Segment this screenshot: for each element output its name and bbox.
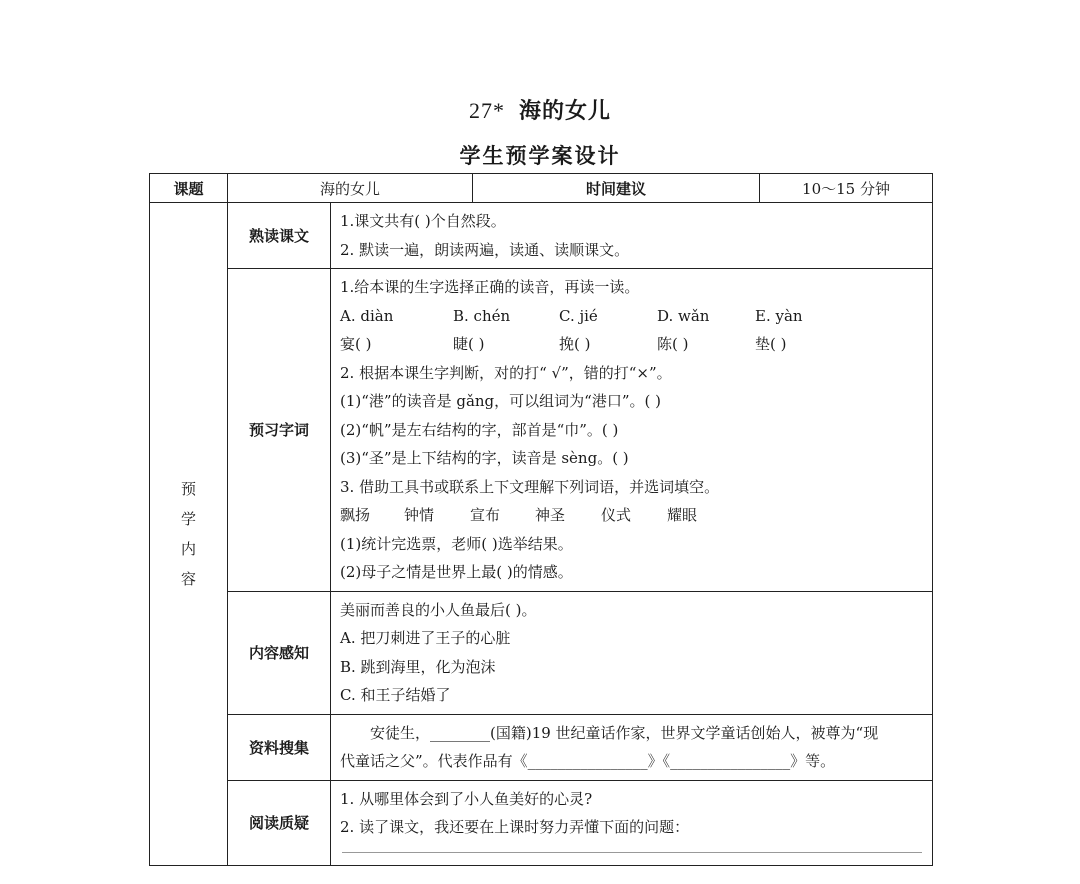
vocab-instruction-1: 1.给本课的生字选择正确的读音，再读一读。 <box>340 278 640 296</box>
character-blank: 睫( ) <box>453 335 485 353</box>
word-option: 飘扬 <box>340 506 371 524</box>
time-label: 时间建议 <box>473 174 760 203</box>
vocab-instruction-3: 3. 借助工具书或联系上下文理解下列词语，并选词填空。 <box>340 477 720 496</box>
judge-item-1: (1)“港”的读音是 gǎng，可以组词为“港口”。( ) <box>340 392 661 410</box>
perception-content <box>331 591 933 714</box>
topic-label: 课题 <box>150 174 228 203</box>
lesson-number: 27* <box>468 98 505 123</box>
preview-worksheet-table <box>149 173 933 866</box>
word-option: 宣布 <box>470 506 501 524</box>
answer-blank-line[interactable] <box>342 852 922 854</box>
questions-content <box>331 780 933 865</box>
vocab-content <box>331 269 933 592</box>
row-vocab <box>150 269 933 592</box>
fill-item-2: (2)母子之情是世界上最( )的情感。 <box>340 563 573 581</box>
word-bank <box>340 501 932 530</box>
vocab-instruction-2: 2. 根据本课生字判断，对的打“ √”，错的打“×”。 <box>340 363 672 382</box>
perception-option-b: B. 跳到海里，化为泡沫 <box>340 657 496 676</box>
section-label: 预 学 内 容 <box>150 203 228 866</box>
pinyin-option: B. chén <box>453 306 511 325</box>
perception-option-a: A. 把刀刺进了王子的心脏 <box>340 629 511 647</box>
judge-item-2: (2)“帆”是左右结构的字，部首是“巾”。( ) <box>340 420 619 439</box>
page-subtitle: 学生预学案设计 <box>459 144 621 168</box>
word-option: 仪式 <box>601 506 632 524</box>
pinyin-options <box>340 302 932 331</box>
questions-label: 阅读质疑 <box>228 780 331 865</box>
pinyin-option: C. jié <box>559 306 598 325</box>
pinyin-option: E. yàn <box>755 306 803 325</box>
topic-value: 海的女儿 <box>228 174 473 203</box>
word-option: 耀眼 <box>667 506 698 524</box>
row-perception <box>150 591 933 714</box>
research-label: 资料搜集 <box>228 714 331 780</box>
read-line-2: 2. 默读一遍，朗读两遍，读通、读顺课文。 <box>340 240 630 259</box>
row-read <box>150 203 933 269</box>
research-line-1: 安徒生，________(国籍)19 世纪童话作家，世界文学童话创始人，被尊为“现 <box>370 723 879 742</box>
row-questions <box>150 780 933 865</box>
character-blank: 宴( ) <box>340 335 372 353</box>
fill-item-1: (1)统计完选票，老师( )选举结果。 <box>340 534 573 553</box>
research-line-2: 代童话之父”。代表作品有《________________》《________________》等。 <box>340 752 836 770</box>
judge-item-3: (3)“圣”是上下结构的字，读音是 sèng。( ) <box>340 449 629 467</box>
pinyin-option: D. wǎn <box>657 306 710 325</box>
character-blank: 挽( ) <box>559 335 591 353</box>
character-blank: 垫( ) <box>755 335 787 353</box>
vocab-label: 预习字词 <box>228 269 331 592</box>
lesson-title-text: 海的女儿 <box>518 98 611 124</box>
questions-line-2: 2. 读了课文，我还要在上课时努力弄懂下面的问题： <box>340 818 690 836</box>
pinyin-option: A. diàn <box>340 306 394 325</box>
word-option: 神圣 <box>535 506 566 524</box>
table-header-row <box>150 174 933 203</box>
lesson-title <box>0 94 1080 125</box>
row-research <box>150 714 933 780</box>
read-line-1: 1.课文共有( )个自然段。 <box>340 212 506 230</box>
perception-question: 美丽而善良的小人鱼最后( )。 <box>340 600 537 619</box>
word-option: 钟情 <box>404 506 435 524</box>
perception-label: 内容感知 <box>228 591 331 714</box>
perception-option-c: C. 和王子结婚了 <box>340 686 451 704</box>
read-content <box>331 203 933 269</box>
character-blank: 陈( ) <box>657 335 689 353</box>
read-label: 熟读课文 <box>228 203 331 269</box>
research-content <box>331 714 933 780</box>
time-value: 10～15 分钟 <box>760 174 933 203</box>
questions-line-1: 1. 从哪里体会到了小人鱼美好的心灵? <box>340 789 593 808</box>
character-blanks <box>340 330 932 359</box>
